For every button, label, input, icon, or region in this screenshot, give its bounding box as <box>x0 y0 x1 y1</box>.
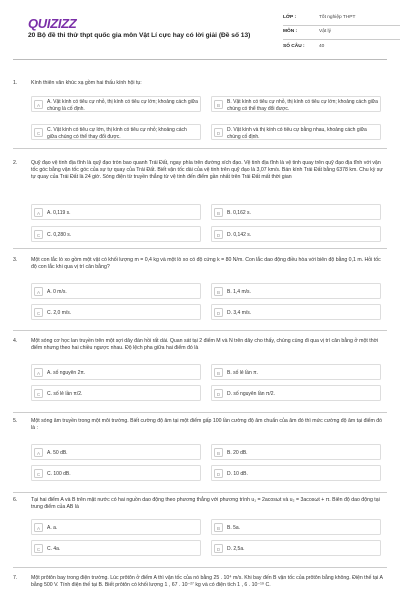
answer-option[interactable] <box>211 385 381 401</box>
option-text: B. Vật kính có tiêu cự nhỏ, thị kính có tiêu cự lớn; khoảng cách giữa chúng có thể thay đổi được. <box>227 99 378 112</box>
answer-option[interactable] <box>31 465 201 481</box>
option-letter-box: D <box>214 469 223 478</box>
answer-option[interactable] <box>211 124 381 140</box>
answer-option[interactable] <box>31 283 201 299</box>
question-number: 3. <box>13 257 18 263</box>
option-text: B. 20 dB. <box>227 450 248 456</box>
meta-table <box>283 12 400 54</box>
question-number: 6. <box>13 497 18 503</box>
option-letter-box: C <box>34 469 43 478</box>
meta-label: MÔN : <box>283 29 298 35</box>
question-text: Tại hai điểm A và B trên mặt nước có hai nguồn dao động theo phương thẳng với phương trình u₁ = 2acosωt và u₂ = 3acosωt + π. Biên độ dao động tại trung điểm của AB là <box>31 497 380 511</box>
option-text: A. số nguyên 2π. <box>47 370 86 376</box>
answer-option[interactable] <box>31 96 201 112</box>
meta-value: 40 <box>319 43 325 49</box>
question-text: Kính thiên văn khúc xạ gồm hai thấu kính hội tụ: <box>31 80 142 86</box>
meta-row-subject <box>283 26 400 40</box>
option-text: C. 0,280 s. <box>47 232 72 238</box>
option-letter-box: A <box>34 287 43 296</box>
option-letter-box: A <box>34 100 43 109</box>
question-number: 1. <box>13 80 18 86</box>
option-letter-box: D <box>214 544 223 553</box>
option-letter-box: D <box>214 230 223 239</box>
option-letter-box: A <box>34 208 43 217</box>
option-text: B. số lẻ lần π. <box>227 370 258 376</box>
meta-label: LỚP : <box>283 15 297 21</box>
option-text: B. 1,4 m/s. <box>227 289 251 295</box>
option-letter-box: D <box>214 308 223 317</box>
meta-value: Tốt nghiệp THPT <box>319 15 356 21</box>
document-title: 20 Bộ đề thi thử thpt quốc gia môn Vật Lí cực hay có lời giải (Đề số 13) <box>28 32 251 39</box>
answer-option[interactable] <box>31 226 201 242</box>
answer-option[interactable] <box>211 364 381 380</box>
question-number: 4. <box>13 338 18 344</box>
question-text: Một con lắc lò xo gồm một vật có khối lượng m = 0,4 kg và một lò xo có độ cứng k = 80 N/m. Con lắc dao động điều hòa với biên độ bằng 0,1 m. Hỏi tốc độ con lắc khi qua vị trí cân bằng? <box>31 257 381 271</box>
question-divider <box>13 412 387 413</box>
option-text: D. Vật kính và thị kính có tiêu cự bằng nhau, khoảng cách giữa chúng cố định. <box>227 127 367 140</box>
option-letter-box: C <box>34 389 43 398</box>
answer-option[interactable] <box>211 465 381 481</box>
question-divider <box>13 148 387 149</box>
meta-label: SỐ CÂU : <box>283 43 305 49</box>
question-text: Quỹ đạo vệ tinh địa tĩnh là quỹ đạo tròn bao quanh Trái Đất, ngay phía trên đường xích đạo. Vệ tinh địa tĩnh là vệ tinh quay trên quỹ đạo địa tĩnh với vận tốc góc bằng vận tốc góc của sự tự quay của Trái Đất. Biết vận tốc dài của vệ tinh trên quỹ đạo là 3,07 km/s. Bán kính Trái Đất bằng 6378 km. Chu kỳ sự tự quay của Trái Đất là 24 giờ. Sóng điện từ truyền thẳng từ vệ tinh đến điểm gần nhất trên Trái Đất mất thời gian <box>31 160 383 181</box>
question-divider <box>13 248 387 249</box>
option-letter-box: D <box>214 389 223 398</box>
question-text: Một sóng âm truyền trong một môi trường. Biết cường độ âm tại một điểm gấp 100 lần cường độ âm chuẩn của âm đó thì mức cường độ âm tại điểm đó là : <box>31 418 383 432</box>
option-text: D. 3,4 m/s. <box>227 310 252 316</box>
option-text: C. 2,0 m/s. <box>47 310 72 316</box>
option-text: D. 10 dB. <box>227 471 248 477</box>
answer-option[interactable] <box>31 364 201 380</box>
option-text: A. Vật kính có tiêu cự nhỏ, thị kính có tiêu cự lớn; khoảng cách giữa chúng là cố định. <box>47 99 198 112</box>
answer-option[interactable] <box>31 540 201 556</box>
question-number: 7. <box>13 575 18 581</box>
option-letter-box: B <box>214 368 223 377</box>
option-letter-box: B <box>214 523 223 532</box>
answer-option[interactable] <box>211 283 381 299</box>
option-letter-box: C <box>34 128 43 137</box>
question-text: Một sóng cơ học lan truyền trên một sợi dây đàn hồi rất dài. Quan sát tại 2 điểm M và N trên dây cho thấy, chúng cùng đi qua vị trí cân bằng ở một thời điểm nhưng theo hai chiều ngược nhau. Độ lệch pha giữa hai điểm đó là <box>31 338 379 352</box>
option-letter-box: C <box>34 544 43 553</box>
meta-row-count <box>283 40 400 54</box>
answer-option[interactable] <box>31 444 201 460</box>
option-letter-box: B <box>214 287 223 296</box>
answer-option[interactable] <box>211 226 381 242</box>
option-text: D. số nguyên lần π/2. <box>227 391 275 397</box>
answer-option[interactable] <box>31 385 201 401</box>
answer-option[interactable] <box>31 304 201 320</box>
option-text: A. a. <box>47 525 58 531</box>
option-text: C. Vật kính có tiêu cự lớn, thị kính có tiêu cự nhỏ; khoảng cách giữa chúng có thể thay đổi được. <box>47 127 187 140</box>
option-text: C. 100 dB. <box>47 471 71 477</box>
option-letter-box: A <box>34 368 43 377</box>
answer-option[interactable] <box>211 444 381 460</box>
question-divider <box>13 330 387 331</box>
option-letter-box: A <box>34 523 43 532</box>
option-text: C. 4a. <box>47 546 61 552</box>
answer-option[interactable] <box>211 540 381 556</box>
answer-option[interactable] <box>211 204 381 220</box>
option-text: A. 50 dB. <box>47 450 68 456</box>
quizizz-logo: QUIZIZZ <box>28 16 77 31</box>
answer-option[interactable] <box>31 124 201 140</box>
answer-option[interactable] <box>31 519 201 535</box>
option-letter-box: B <box>214 100 223 109</box>
option-text: D. 2,5a. <box>227 546 245 552</box>
worksheet-header <box>13 0 387 60</box>
option-letter-box: B <box>214 448 223 457</box>
meta-row-class <box>283 12 400 26</box>
question-divider <box>13 492 387 493</box>
option-text: C. số lẻ lần π/2. <box>47 391 83 397</box>
question-divider <box>13 567 387 568</box>
option-letter-box: B <box>214 208 223 217</box>
question-text: Một prôtôn bay trong điện trường. Lúc prôtôn ở điểm A thì vận tốc của nó bằng 25 . 10⁴ m/s. Khi bay đến B vận tốc của prôtôn bằng không. Điện thế tại A bằng 500 V. Tính điện thế tại B. Biết prôtôn có khối lượng 1 , 67 . 10⁻²⁷ kg và có điện tích 1 , 6 . 10⁻¹⁹ C. <box>31 575 383 589</box>
option-letter-box: C <box>34 230 43 239</box>
question-number: 5. <box>13 418 18 424</box>
answer-option[interactable] <box>211 304 381 320</box>
meta-value: Vật lý <box>319 29 331 35</box>
option-letter-box: A <box>34 448 43 457</box>
option-text: A. 0 m/s. <box>47 289 67 295</box>
option-text: B. 0,162 s. <box>227 210 251 216</box>
answer-option[interactable] <box>211 519 381 535</box>
answer-option[interactable] <box>211 96 381 112</box>
option-letter-box: D <box>214 128 223 137</box>
option-letter-box: C <box>34 308 43 317</box>
option-text: D. 0,142 s. <box>227 232 252 238</box>
option-text: B. 5a. <box>227 525 241 531</box>
option-text: A. 0,119 s. <box>47 210 71 216</box>
answer-option[interactable] <box>31 204 201 220</box>
question-number: 2. <box>13 160 18 166</box>
